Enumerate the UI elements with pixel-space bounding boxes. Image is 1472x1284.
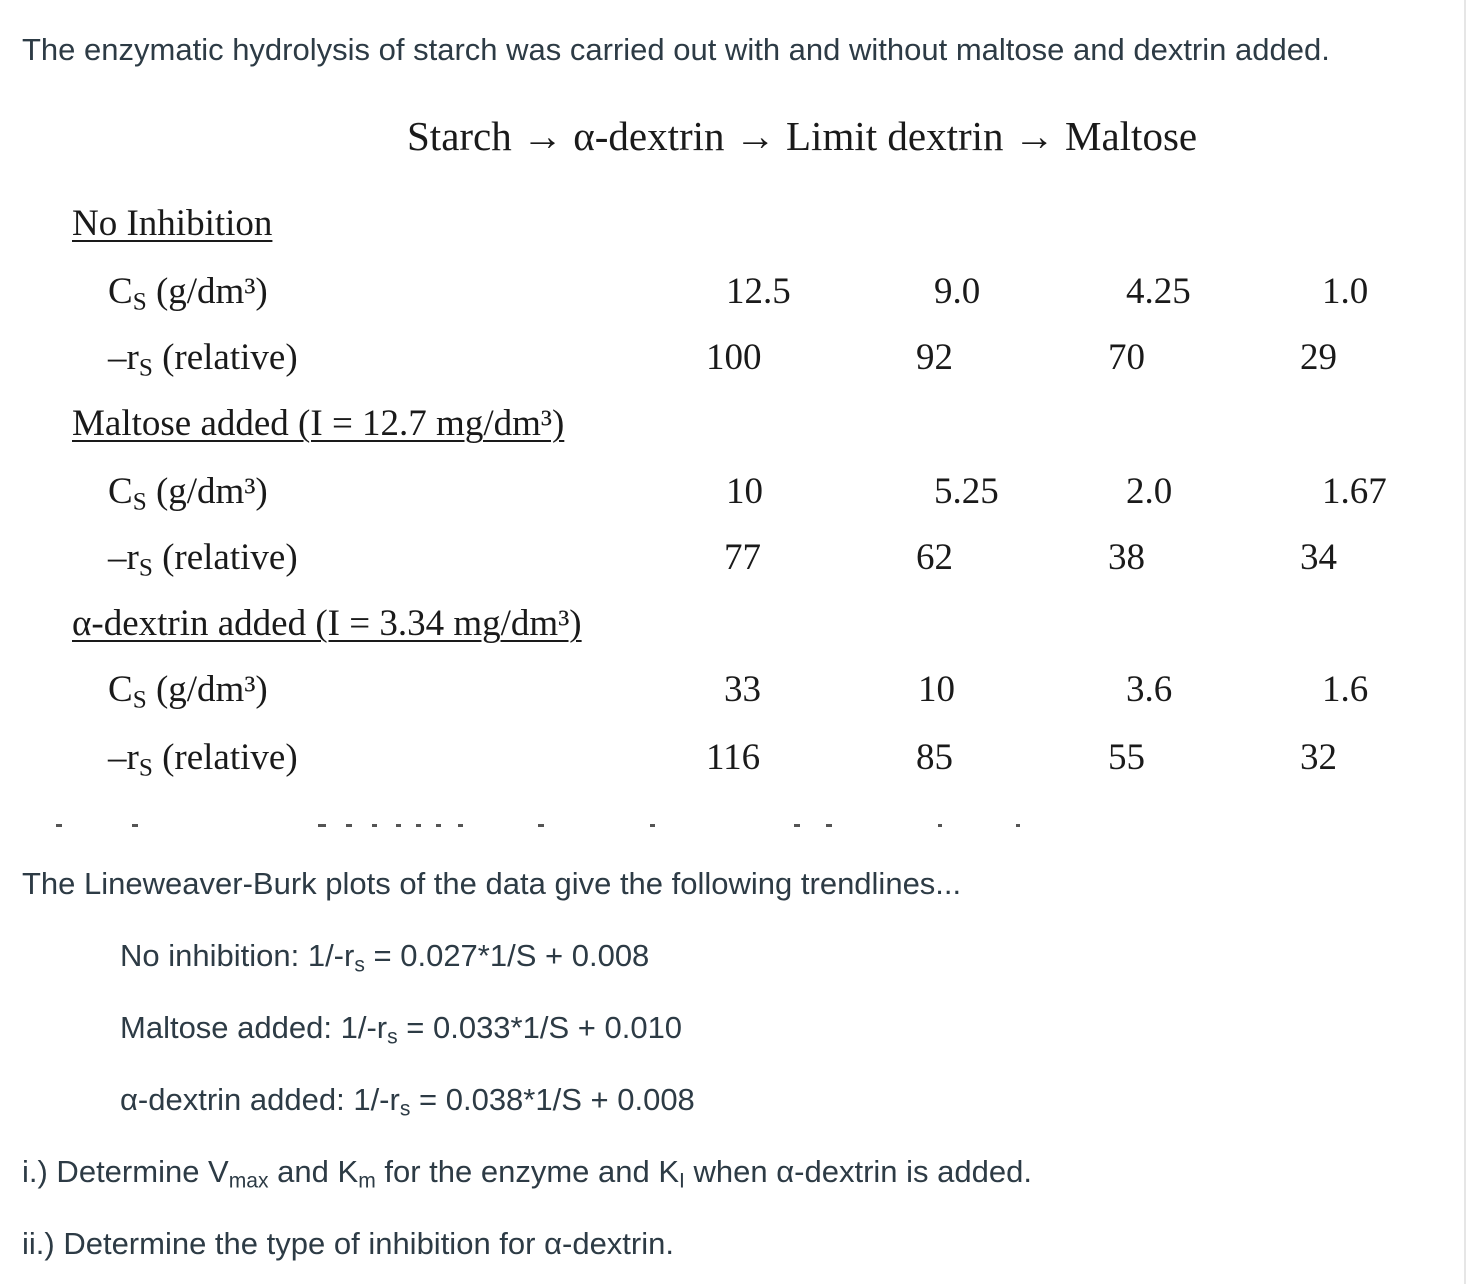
crop-dash xyxy=(416,824,421,827)
value-cell: 38 xyxy=(1108,537,1145,578)
rs-label: $-r_S$ (relative) xyxy=(108,537,298,582)
section-title-dextrin-added: α-dextrin added (I = 3.34 mg/dm³) xyxy=(72,603,582,644)
crop-dash xyxy=(436,824,441,827)
value-cell: 29 xyxy=(1300,337,1337,378)
section-title-maltose-added: Maltose added (I = 12.7 mg/dm³) xyxy=(72,403,565,444)
trendline-dextrin: α-dextrin added: $1/-r_s = 0.038*1/S + 0.008$ xyxy=(120,1082,695,1121)
cs-label: $C_S$ (g/dm³) xyxy=(108,471,268,516)
value-cell: 10 xyxy=(918,669,955,710)
reaction-scheme: Starch → α-dextrin → Limit dextrin → Maltose xyxy=(407,113,1198,159)
crop-dash xyxy=(826,824,832,827)
rs-label: $-r_S$ (relative) xyxy=(108,737,298,782)
trendline-maltose: Maltose added: $1/-r_s = 0.033*1/S + 0.010$ xyxy=(120,1010,683,1049)
section-title-no-inhibition: No Inhibition xyxy=(72,203,273,244)
value-cell: 116 xyxy=(706,737,761,778)
trendline-no-inhibition: No inhibition: $1/-r_s = 0.027*1/S + 0.008$ xyxy=(120,938,650,977)
value-cell: 10 xyxy=(726,471,763,512)
value-cell: 12.5 xyxy=(726,271,791,312)
intro-text: The enzymatic hydrolysis of starch was carried out with and without maltose and dextrin added. xyxy=(22,32,1330,67)
cs-label: $C_S$ (g/dm³) xyxy=(108,669,268,714)
value-cell: 1.67 xyxy=(1322,471,1387,512)
value-cell: 92 xyxy=(916,337,953,378)
value-cell: 2.0 xyxy=(1126,471,1173,512)
value-cell: 62 xyxy=(916,537,953,578)
crop-dash xyxy=(346,824,352,827)
question-1: i.) Determine $V_{max}$ and $K_m$ for the enzyme and $K_I$ when α-dextrin is added. xyxy=(22,1154,1032,1193)
value-cell: 3.6 xyxy=(1126,669,1173,710)
value-cell: 5.25 xyxy=(934,471,999,512)
value-cell: 34 xyxy=(1300,537,1337,578)
value-cell: 1.6 xyxy=(1322,669,1369,710)
rs-label: $-r_S$ (relative) xyxy=(108,337,298,382)
right-border xyxy=(1464,0,1466,1284)
value-cell: 32 xyxy=(1300,737,1337,778)
crop-dash xyxy=(56,824,62,827)
crop-dash xyxy=(132,824,138,827)
question-2: ii.) Determine the type of inhibition for α-dextrin. xyxy=(22,1226,674,1261)
value-cell: 70 xyxy=(1108,337,1145,378)
value-cell: 4.25 xyxy=(1126,271,1191,312)
crop-dash xyxy=(650,824,655,827)
crop-dash xyxy=(1016,824,1020,827)
crop-dash xyxy=(372,824,377,827)
value-cell: 85 xyxy=(916,737,953,778)
crop-dash xyxy=(538,824,544,827)
cs-label: $C_S$ (g/dm³) xyxy=(108,271,268,316)
value-cell: 1.0 xyxy=(1322,271,1369,312)
value-cell: 33 xyxy=(724,669,761,710)
crop-dash xyxy=(938,824,942,827)
crop-dash xyxy=(458,824,463,827)
crop-dash xyxy=(794,824,800,827)
value-cell: 100 xyxy=(706,337,762,378)
crop-dash xyxy=(396,824,401,827)
lineweaver-burk-intro: The Lineweaver-Burk plots of the data give the following trendlines... xyxy=(22,866,962,901)
value-cell: 77 xyxy=(724,537,761,578)
value-cell: 9.0 xyxy=(934,271,981,312)
value-cell: 55 xyxy=(1108,737,1145,778)
crop-dash xyxy=(318,824,326,827)
